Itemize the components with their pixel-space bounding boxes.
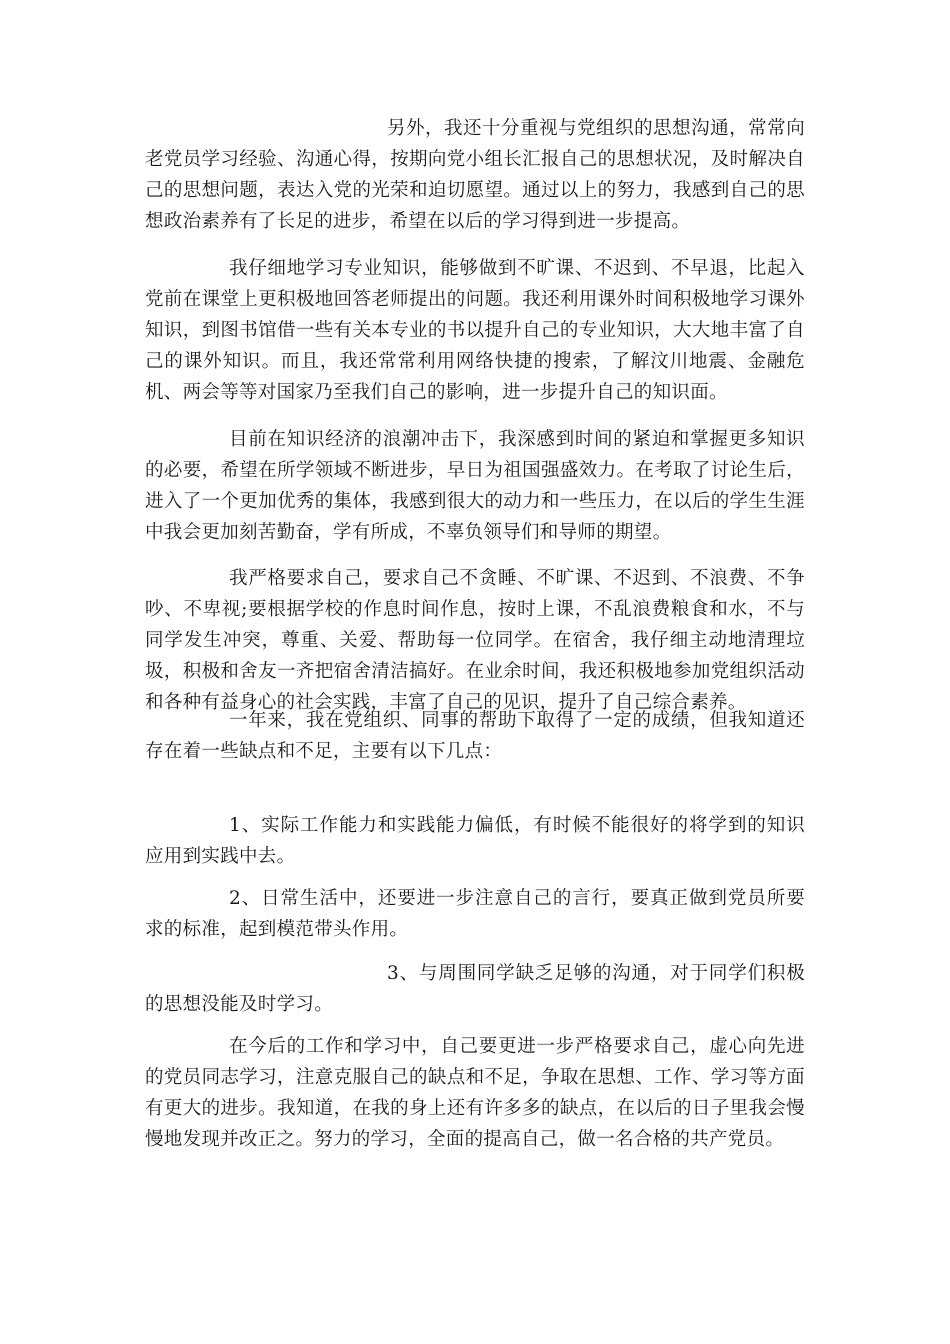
- paragraph-party-communication: 另外，我还十分重视与党组织的思想沟通，常常向老党员学习经验、沟通心得，按期向党小组长汇报自己的思想状况，及时解决自己的思想问题，表达入党的光荣和迫切愿望。通过以上的努力，我感到自己的思想政治素养有了长足的进步，希望在以后的学习得到进一步提高。: [145, 118, 805, 232]
- paragraph-professional-study: 我仔细地学习专业知识，能够做到不旷课、不迟到、不早退，比起入党前在课堂上更积极地回答老师提出的问题。我还利用课外时间积极地学习课外知识，到图书馆借一些有关本专业的书以提升自己的专业知识，大大地丰富了自己的课外知识。而且，我还常常利用网络快捷的搜索，了解汶川地震、金融危机、两会等等对国家乃至我们自己的影响，进一步提升自己的知识面。: [145, 258, 805, 403]
- paragraph-future-plan: 在今后的工作和学习中，自己要更进一步严格要求自己，虚心向先进的党员同志学习，注意克服自己的缺点和不足，争取在思想、工作、学习等方面有更大的进步。我知道，在我的身上还有许多多的缺点，在以后的日子里我会慢慢地发现并改正之。努力的学习，全面的提高自己，做一名合格的共产党员。: [145, 1036, 805, 1150]
- list-item-shortcoming-2: 2、日常生活中，还要进一步注意自己的言行，要真正做到党员所要求的标准，起到模范带头作用。: [145, 888, 805, 940]
- paragraph-shortcomings-intro: 一年来，我在党组织、同事的帮助下取得了一定的成绩，但我知道还存在着一些缺点和不足，主要有以下几点：: [145, 710, 805, 762]
- list-item-shortcoming-3: 3、与周围同学缺乏足够的沟通，对于同学们积极的思想没能及时学习。: [145, 963, 805, 1015]
- paragraph-knowledge-economy: 目前在知识经济的浪潮冲击下，我深感到时间的紧迫和掌握更多知识的必要，希望在所学领域不断进步，早日为祖国强盛效力。在考取了讨论生后，进入了一个更加优秀的集体，我感到很大的动力和一些压力，在以后的学生生涯中我会更加刻苦勤奋，学有所成，不辜负领导们和导师的期望。: [145, 429, 805, 543]
- paragraph-self-discipline: 我严格要求自己，要求自己不贪睡、不旷课、不迟到、不浪费、不争吵、不卑视;要根据学校的作息时间作息，按时上课，不乱浪费粮食和水，不与同学发生冲突，尊重、关爱、帮助每一位同学。在宿舍，我仔细主动地清理垃圾，积极和舍友一齐把宿舍清洁搞好。在业余时间，我还积极地参加党组织活动和各种有益身心的社会实践，丰富了自己的见识，提升了自己综合素养。: [145, 568, 805, 713]
- list-item-shortcoming-1: 1、实际工作能力和实践能力偏低，有时候不能很好的将学到的知识应用到实践中去。: [145, 815, 805, 867]
